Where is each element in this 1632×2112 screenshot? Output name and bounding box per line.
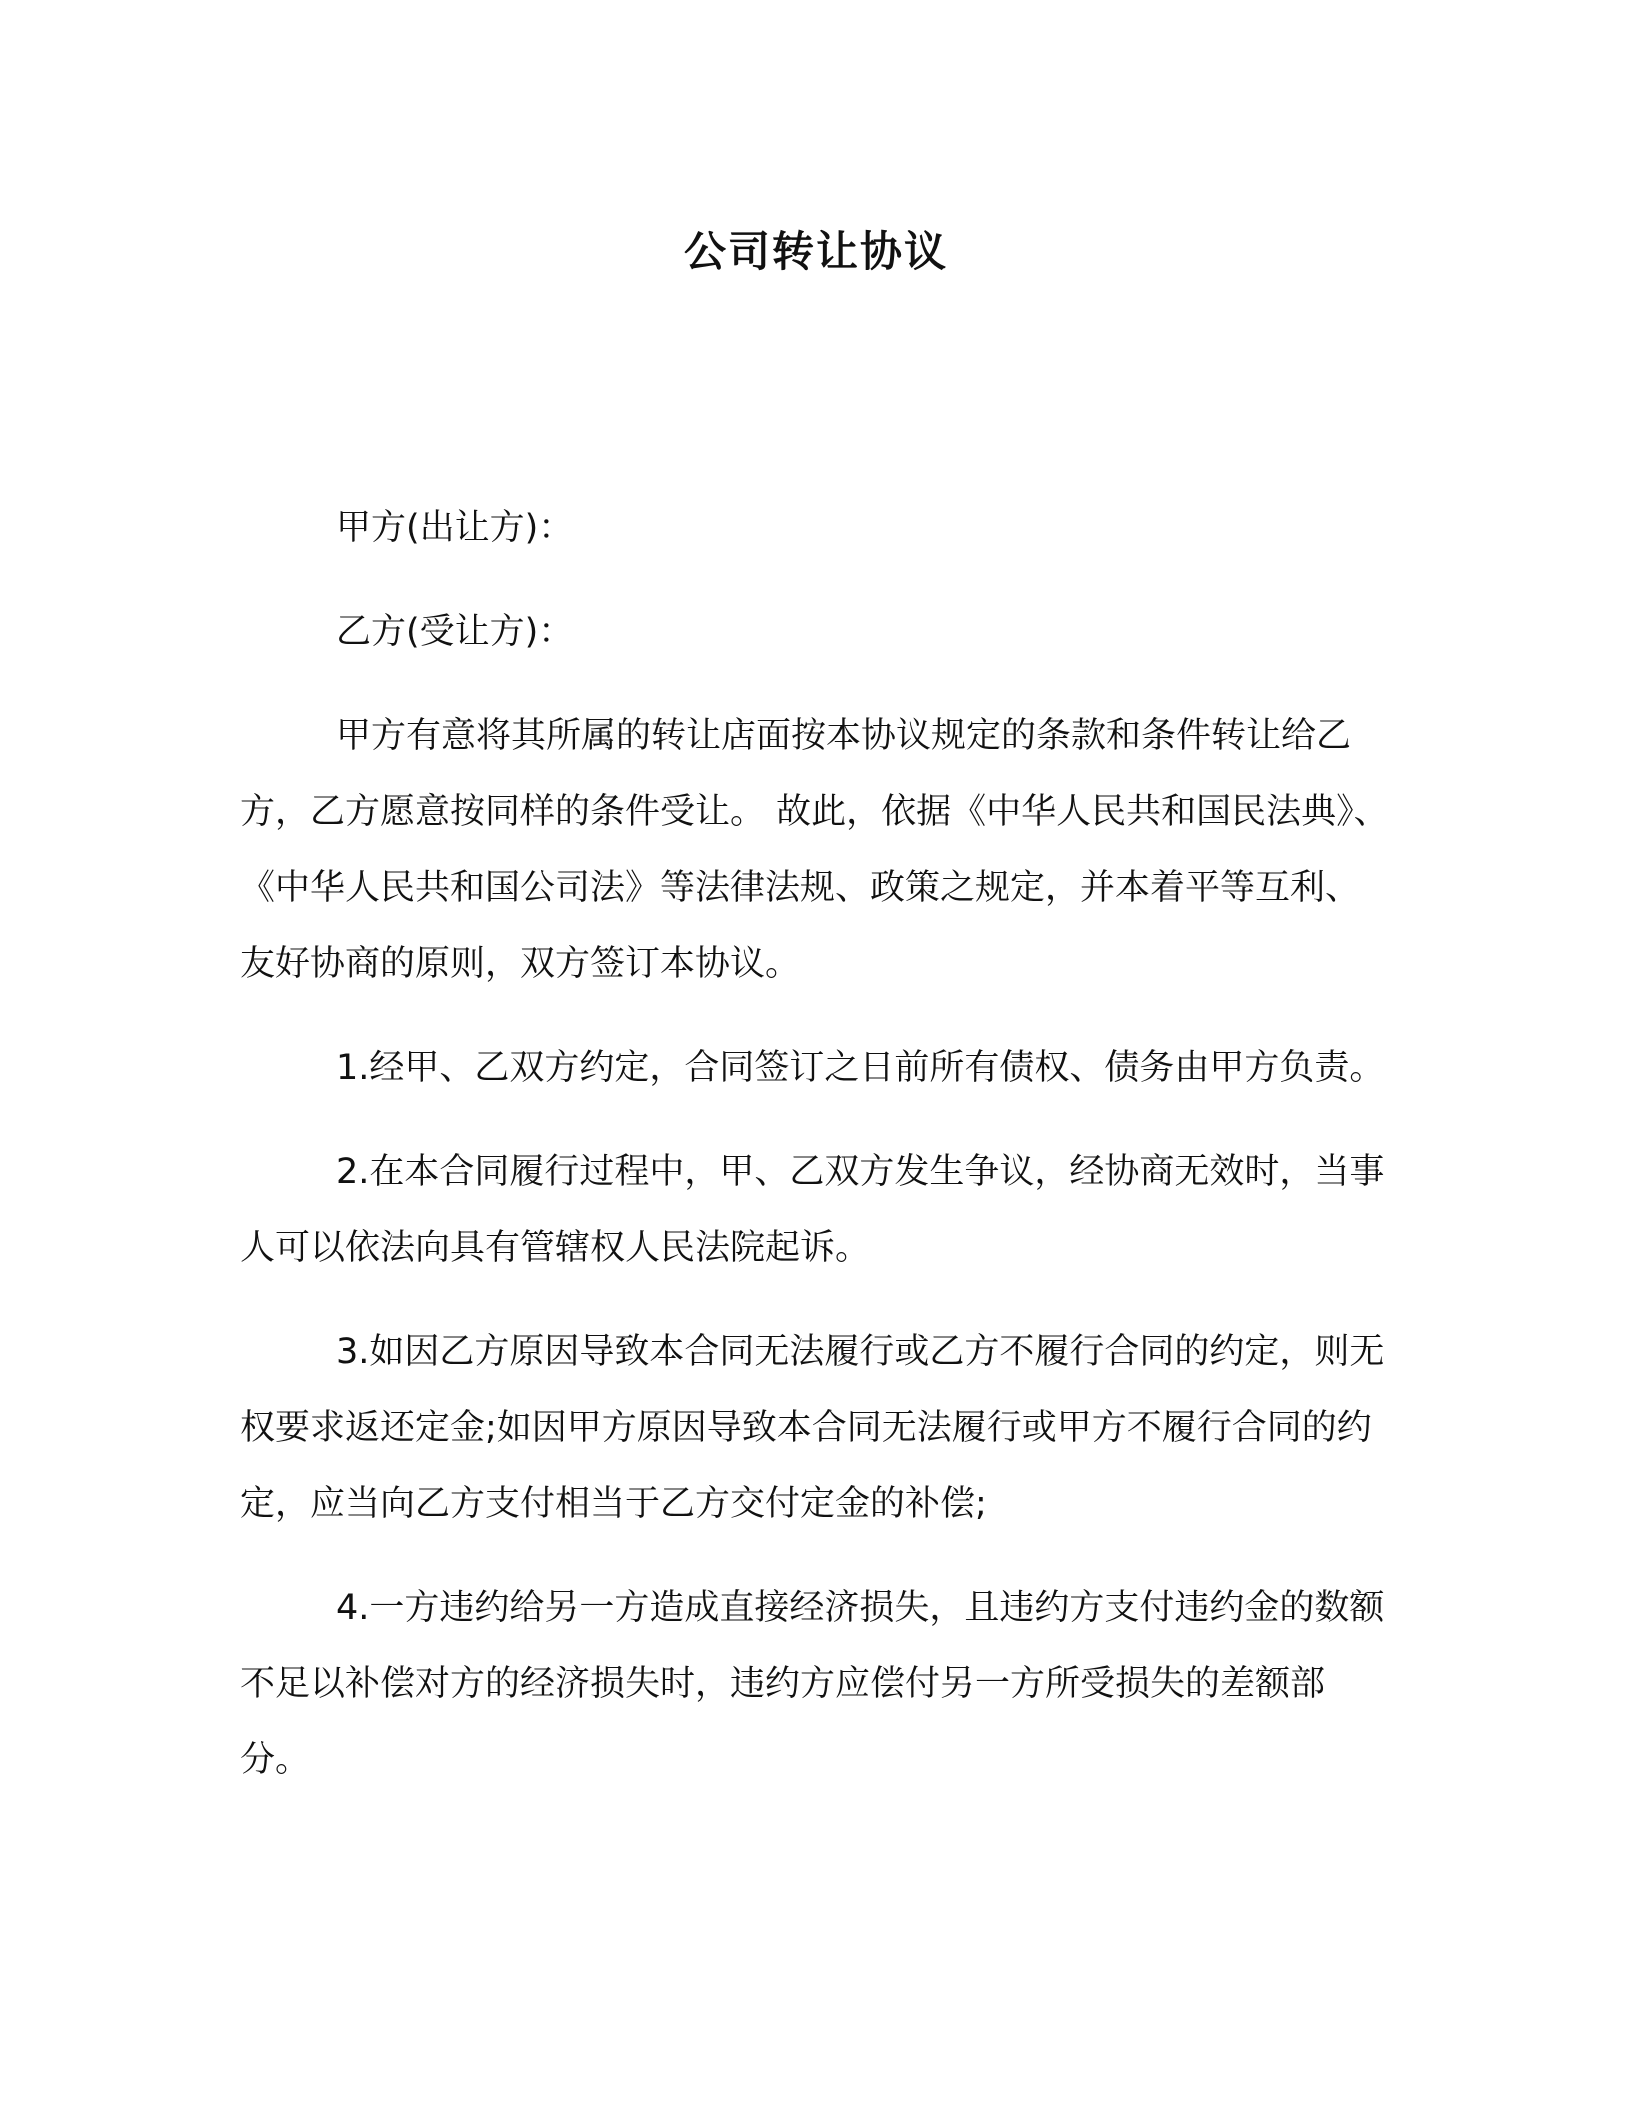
- party-a-line: 甲方(出让方)：: [336, 508, 574, 548]
- party-b-line: 乙方(受让方)：: [336, 612, 574, 652]
- clause-4: 4.一方违约给另一方造成直接经济损失，且违约方支付违约金的数额不足以补偿对方的经济损失时，违约方应偿付另一方所受损失的差额部分。: [240, 1588, 1385, 1780]
- clause-3: 3.如因乙方原因导致本合同无法履行或乙方不履行合同的约定，则无权要求返还定金;如因甲方原因导致本合同无法履行或甲方不履行合同的约定，应当向乙方支付相当于乙方交付定金的补偿;: [240, 1332, 1385, 1524]
- intro-paragraph: 甲方有意将其所属的转让店面按本协议规定的条款和条件转让给乙方，乙方愿意按同样的条件受让。 故此，依据《中华人民共和国民法典》、《中华人民共和国公司法》等法律法规、政策之规定，并本着平等互利、友好协商的原则，双方签订本协议。: [240, 716, 1389, 984]
- document-title: 公司转让协议: [683, 227, 948, 276]
- clause-2: 2.在本合同履行过程中，甲、乙双方发生争议，经协商无效时，当事人可以依法向具有管辖权人民法院起诉。: [240, 1152, 1385, 1268]
- document-body: [240, 490, 1390, 1826]
- clause-1: 1.经甲、乙双方约定，合同签订之日前所有债权、债务由甲方负责。: [336, 1048, 1385, 1088]
